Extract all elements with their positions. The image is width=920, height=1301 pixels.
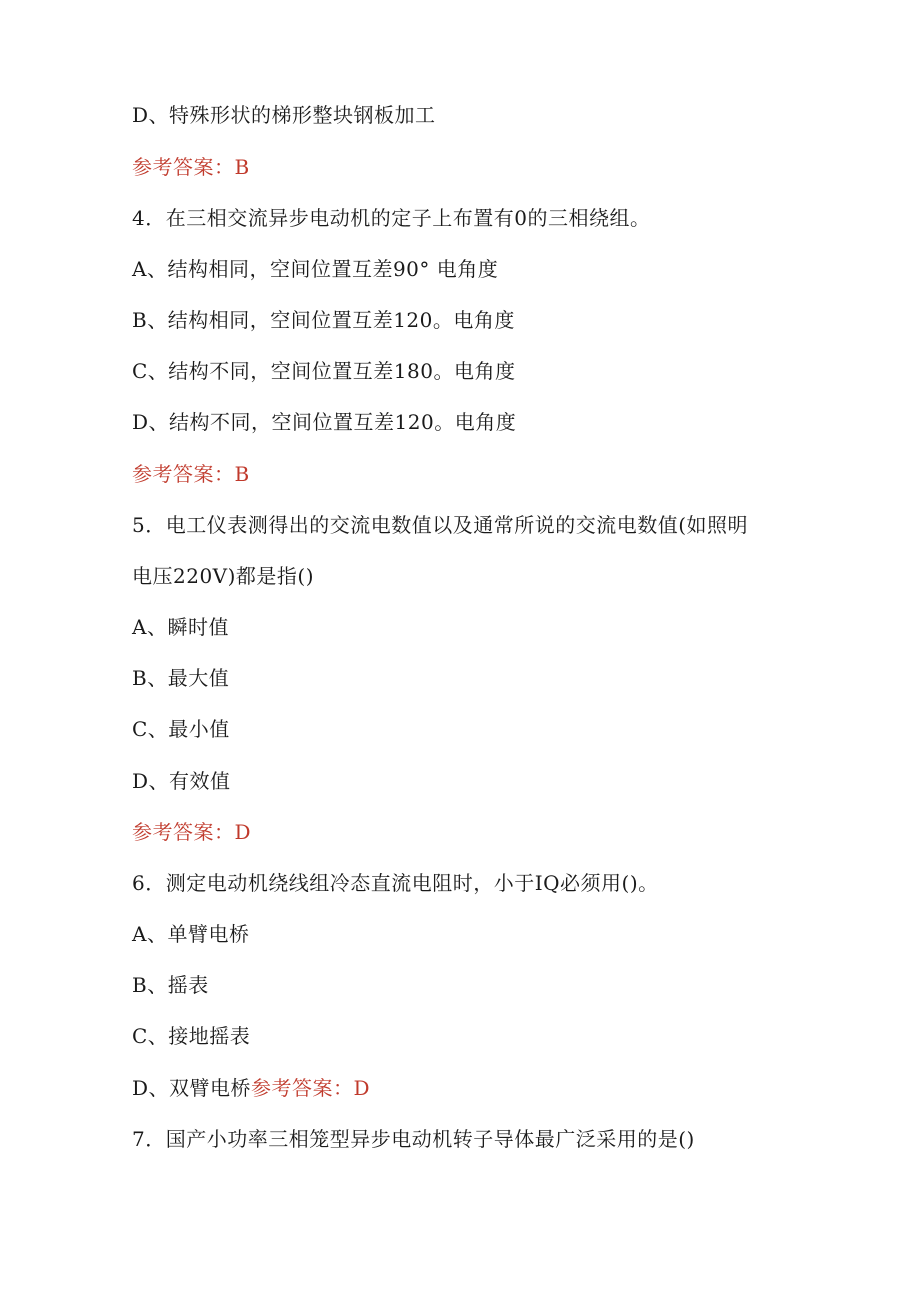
option-d-q6: D、双臂电桥 <box>132 1076 252 1100</box>
answer-q3: 参考答案：B <box>132 155 250 179</box>
question-7: 7．国产小功率三相笼型异步电动机转子导体最广泛采用的是() <box>132 1127 695 1151</box>
option-a-q6: A、单臂电桥 <box>132 922 250 946</box>
option-a-q5: A、瞬时值 <box>132 615 229 639</box>
option-c-q5: C、最小值 <box>132 717 230 741</box>
question-5-line2: 电压220V)都是指() <box>132 564 315 588</box>
option-b-q4: B、结构相同，空间位置互差120。电角度 <box>132 308 515 332</box>
option-d-q5: D、有效值 <box>132 769 231 793</box>
option-c-q4: C、结构不同，空间位置互差180。电角度 <box>132 359 516 383</box>
answer-q6: 参考答案：D <box>251 1076 371 1100</box>
option-d-q6-with-answer <box>132 1074 370 1102</box>
option-a-q4: A、结构相同，空间位置互差90° 电角度 <box>132 257 499 281</box>
option-d-q4: D、结构不同，空间位置互差120。电角度 <box>132 410 517 434</box>
answer-q5: 参考答案：D <box>132 820 252 844</box>
option-d-q3: D、特殊形状的梯形整块钢板加工 <box>132 103 436 127</box>
question-5-line1: 5．电工仪表测得出的交流电数值以及通常所说的交流电数值(如照明 <box>132 513 749 537</box>
question-6: 6．测定电动机绕线组冷态直流电阻时，小于IQ必须用()。 <box>132 871 659 895</box>
question-4: 4．在三相交流异步电动机的定子上布置有0的三相绕组。 <box>132 206 651 230</box>
answer-q4: 参考答案：B <box>132 462 250 486</box>
option-b-q5: B、最大值 <box>132 666 230 690</box>
option-c-q6: C、接地摇表 <box>132 1024 251 1048</box>
option-b-q6: B、摇表 <box>132 973 209 997</box>
